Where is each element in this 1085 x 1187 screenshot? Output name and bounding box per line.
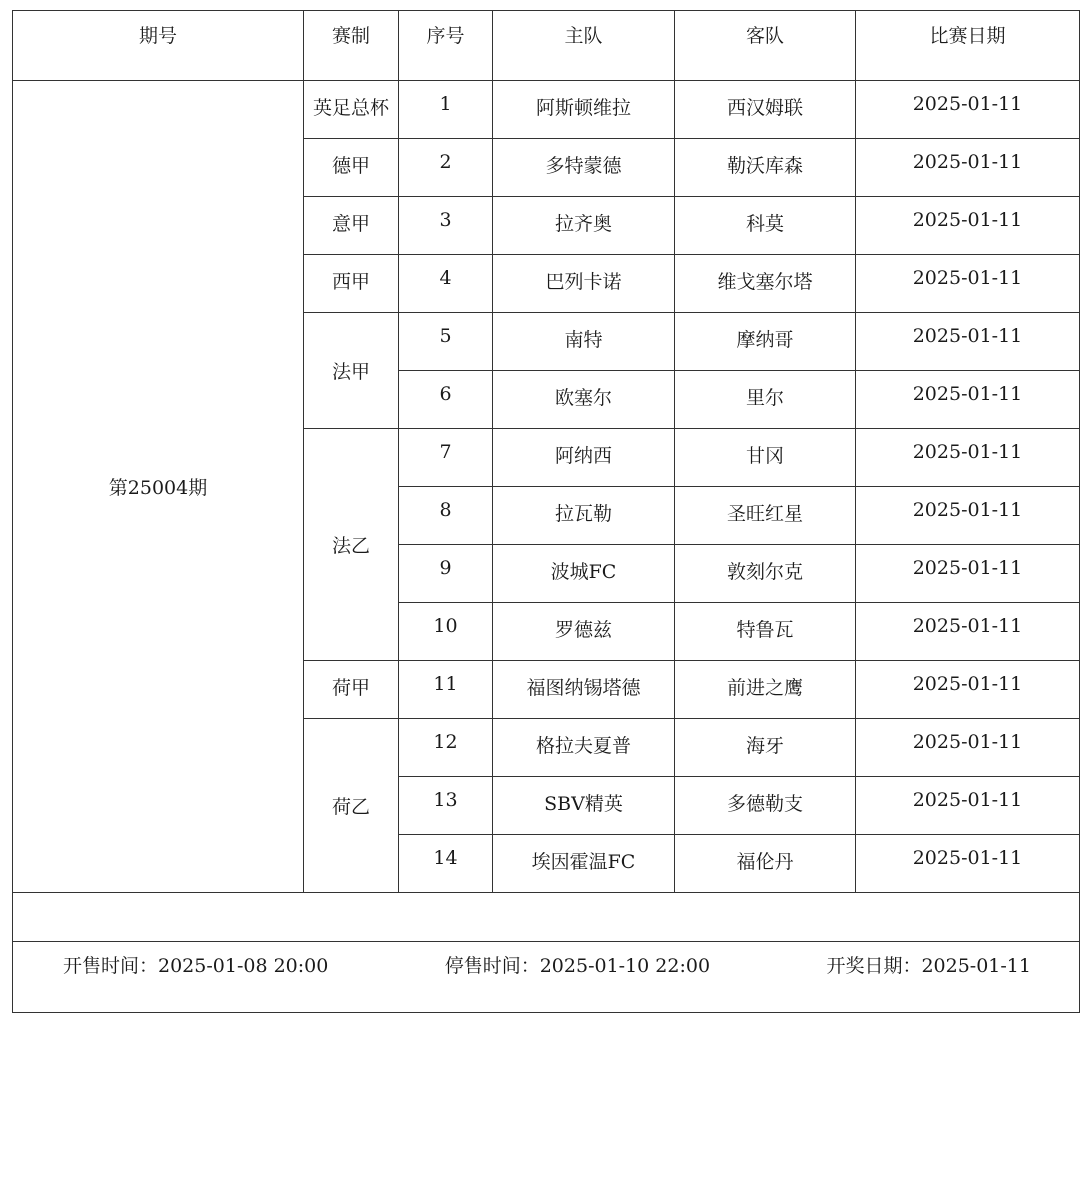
match-number: 7: [399, 429, 493, 487]
issue-number: 第25004期: [13, 81, 304, 893]
home-team: SBV精英: [493, 777, 675, 835]
league-cell: 德甲: [304, 139, 399, 197]
home-team: 波城FC: [493, 545, 675, 603]
header-away-team: 客队: [675, 11, 856, 81]
header-match-date: 比赛日期: [856, 11, 1080, 81]
match-number: 6: [399, 371, 493, 429]
league-cell: 荷乙: [304, 719, 399, 893]
home-team: 格拉夫夏普: [493, 719, 675, 777]
header-league: 赛制: [304, 11, 399, 81]
match-date: 2025-01-11: [856, 139, 1080, 197]
match-date: 2025-01-11: [856, 255, 1080, 313]
spacer-cell: [13, 893, 1080, 942]
match-date: 2025-01-11: [856, 429, 1080, 487]
league-cell: 法甲: [304, 313, 399, 429]
match-number: 12: [399, 719, 493, 777]
match-number: 8: [399, 487, 493, 545]
away-team: 里尔: [675, 371, 856, 429]
footer-cell: [13, 942, 1080, 1013]
away-team: 特鲁瓦: [675, 603, 856, 661]
match-date: 2025-01-11: [856, 487, 1080, 545]
home-team: 拉齐奥: [493, 197, 675, 255]
match-number: 2: [399, 139, 493, 197]
header-number: 序号: [399, 11, 493, 81]
match-number: 11: [399, 661, 493, 719]
home-team: 阿斯顿维拉: [493, 81, 675, 139]
away-team: 福伦丹: [675, 835, 856, 893]
home-team: 欧塞尔: [493, 371, 675, 429]
away-team: 敦刻尔克: [675, 545, 856, 603]
match-number: 4: [399, 255, 493, 313]
league-cell: 西甲: [304, 255, 399, 313]
sale-info: [13, 942, 1079, 978]
home-team: 埃因霍温FC: [493, 835, 675, 893]
away-team: 前进之鹰: [675, 661, 856, 719]
match-number: 1: [399, 81, 493, 139]
footer-row: [13, 942, 1080, 1013]
home-team: 罗德兹: [493, 603, 675, 661]
table-row: [13, 81, 1080, 139]
draw-date: 开奖日期：2025-01-11: [826, 955, 1031, 977]
match-date: 2025-01-11: [856, 777, 1080, 835]
sale-end-time: 停售时间：2025-01-10 22:00: [444, 955, 711, 977]
header-row: [13, 11, 1080, 81]
home-team: 多特蒙德: [493, 139, 675, 197]
spacer-row: [13, 893, 1080, 942]
home-team: 巴列卡诺: [493, 255, 675, 313]
away-team: 多德勒支: [675, 777, 856, 835]
league-cell: 法乙: [304, 429, 399, 661]
league-cell: 英足总杯: [304, 81, 399, 139]
match-date: 2025-01-11: [856, 197, 1080, 255]
away-team: 勒沃库森: [675, 139, 856, 197]
match-number: 5: [399, 313, 493, 371]
match-number: 9: [399, 545, 493, 603]
match-date: 2025-01-11: [856, 661, 1080, 719]
match-date: 2025-01-11: [856, 313, 1080, 371]
away-team: 摩纳哥: [675, 313, 856, 371]
match-schedule-table: [12, 10, 1080, 1013]
home-team: 南特: [493, 313, 675, 371]
match-date: 2025-01-11: [856, 81, 1080, 139]
home-team: 福图纳锡塔德: [493, 661, 675, 719]
league-cell: 荷甲: [304, 661, 399, 719]
match-date: 2025-01-11: [856, 603, 1080, 661]
away-team: 西汉姆联: [675, 81, 856, 139]
match-date: 2025-01-11: [856, 835, 1080, 893]
match-date: 2025-01-11: [856, 545, 1080, 603]
match-date: 2025-01-11: [856, 719, 1080, 777]
away-team: 甘冈: [675, 429, 856, 487]
home-team: 拉瓦勒: [493, 487, 675, 545]
away-team: 维戈塞尔塔: [675, 255, 856, 313]
header-issue: 期号: [13, 11, 304, 81]
away-team: 海牙: [675, 719, 856, 777]
home-team: 阿纳西: [493, 429, 675, 487]
league-cell: 意甲: [304, 197, 399, 255]
match-number: 3: [399, 197, 493, 255]
sale-start-time: 开售时间：2025-01-08 20:00: [63, 955, 329, 977]
match-number: 14: [399, 835, 493, 893]
match-number: 10: [399, 603, 493, 661]
header-home-team: 主队: [493, 11, 675, 81]
away-team: 科莫: [675, 197, 856, 255]
match-date: 2025-01-11: [856, 371, 1080, 429]
away-team: 圣旺红星: [675, 487, 856, 545]
match-number: 13: [399, 777, 493, 835]
